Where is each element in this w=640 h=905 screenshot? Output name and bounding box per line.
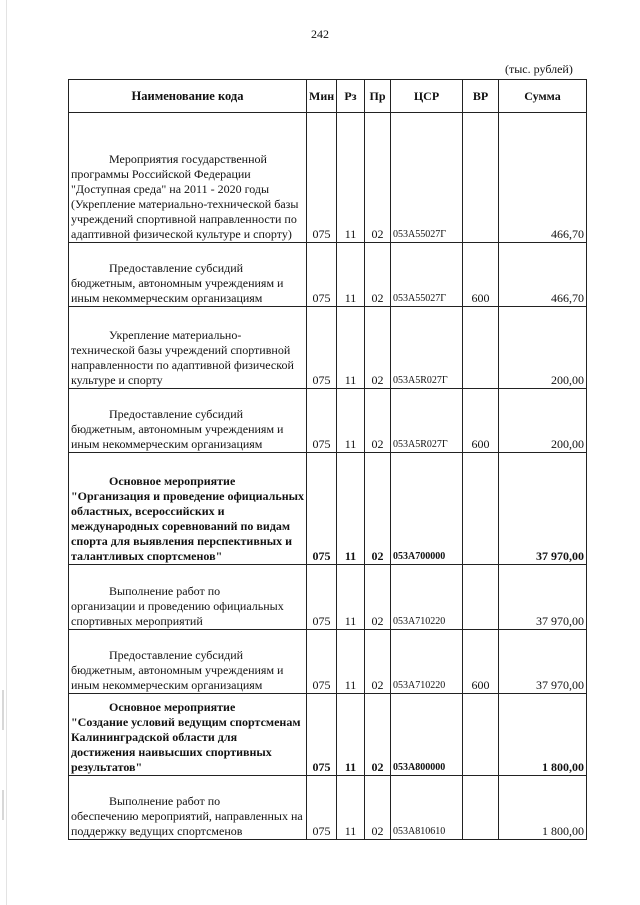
table-header-row [69,80,587,113]
table-row [69,113,587,243]
row-pr: 02 [365,389,391,453]
row-vr [463,307,499,389]
row-rz: 11 [337,307,365,389]
page-number: 242 [311,27,329,41]
row-name-rest: обеспечению мероприятий, направленных на поддержку ведущих спортсменов [71,809,303,838]
row-csr: 053А5R027Г [391,389,463,453]
row-name-lead: Предоставление субсидий [109,407,244,421]
row-name [69,776,307,840]
table-row [69,243,587,307]
header-rz: Рз [337,80,365,113]
row-name-lead: Выполнение работ по [109,794,221,808]
row-pr: 02 [365,307,391,389]
row-sum: 37 970,00 [499,453,587,565]
row-rz: 11 [337,694,365,776]
row-rz: 11 [337,630,365,694]
row-csr: 053А5R027Г [391,307,463,389]
row-name-lead: Предоставление субсидий [109,261,244,275]
row-vr: 600 [463,630,499,694]
row-vr [463,113,499,243]
row-csr: 053А710220 [391,630,463,694]
row-sum: 200,00 [499,389,587,453]
scan-edge-line [6,0,7,905]
row-min: 075 [307,307,337,389]
row-min: 075 [307,453,337,565]
row-name [69,307,307,389]
header-pr: Пр [365,80,391,113]
units-label: (тыс. рублей) [505,62,573,76]
row-name [69,630,307,694]
row-min: 075 [307,243,337,307]
row-rz: 11 [337,776,365,840]
row-name [69,694,307,776]
row-name-lead: Выполнение работ по [109,584,221,598]
row-min: 075 [307,389,337,453]
row-pr: 02 [365,565,391,630]
row-name-lead: Основное мероприятие [109,474,236,488]
table-row [69,307,587,389]
row-sum: 466,70 [499,243,587,307]
row-name [69,565,307,630]
row-csr: 053А55027Г [391,243,463,307]
row-csr: 053А810610 [391,776,463,840]
table-row [69,565,587,630]
row-name [69,389,307,453]
header-sum: Сумма [499,80,587,113]
scan-mark [2,790,4,820]
row-vr [463,453,499,565]
table-row [69,389,587,453]
row-pr: 02 [365,694,391,776]
row-rz: 11 [337,453,365,565]
row-name-rest: технической базы учреждений спортивной направленности по адаптивной физической культуре и спорту [71,343,294,387]
row-rz: 11 [337,389,365,453]
row-min: 075 [307,113,337,243]
row-vr: 600 [463,389,499,453]
row-min: 075 [307,776,337,840]
row-name-lead: Мероприятия государственной [109,152,267,166]
row-pr: 02 [365,243,391,307]
header-name: Наименование кода [69,80,307,113]
header-min: Мин [307,80,337,113]
row-rz: 11 [337,243,365,307]
row-name-rest: организации и проведению официальных спортивных мероприятий [71,599,284,628]
row-vr [463,694,499,776]
row-name [69,243,307,307]
table-row [69,776,587,840]
row-csr: 053А800000 [391,694,463,776]
row-name-lead: Укрепление материально- [109,328,242,342]
row-pr: 02 [365,630,391,694]
row-name-rest: программы Российской Федерации "Доступная среда" на 2011 - 2020 годы (Укрепление материально-технической базы учреждений спортивной направленности по адаптивной физической культуре и спорту) [71,167,299,241]
row-name-lead: Предоставление субсидий [109,648,244,662]
row-min: 075 [307,565,337,630]
row-min: 075 [307,630,337,694]
row-sum: 200,00 [499,307,587,389]
row-pr: 02 [365,453,391,565]
row-sum: 37 970,00 [499,630,587,694]
row-sum: 1 800,00 [499,694,587,776]
row-name-rest: "Создание условий ведущим спортсменам Калининградской области для достижения наивысших спортивных результатов" [71,715,301,774]
table-row [69,453,587,565]
row-pr: 02 [365,113,391,243]
budget-table [68,79,587,840]
row-rz: 11 [337,565,365,630]
row-vr [463,565,499,630]
scan-mark [2,690,4,730]
header-vr: ВР [463,80,499,113]
row-rz: 11 [337,113,365,243]
row-name-lead: Основное мероприятие [109,700,236,714]
header-csr: ЦСР [391,80,463,113]
row-csr: 053А55027Г [391,113,463,243]
row-min: 075 [307,694,337,776]
row-name [69,113,307,243]
row-sum: 1 800,00 [499,776,587,840]
row-vr [463,776,499,840]
row-vr: 600 [463,243,499,307]
row-name-rest: бюджетным, автономным учреждениям и иным некоммерческим организациям [71,422,284,451]
row-name-rest: "Организация и проведение официальных областных, всероссийских и международных соревнований по видам спорта для выявления перспективных и талантливых спортсменов" [71,489,305,563]
row-sum: 37 970,00 [499,565,587,630]
table-row [69,630,587,694]
row-pr: 02 [365,776,391,840]
row-csr: 053А700000 [391,453,463,565]
row-sum: 466,70 [499,113,587,243]
row-csr: 053А710220 [391,565,463,630]
row-name-rest: бюджетным, автономным учреждениям и иным некоммерческим организациям [71,276,284,305]
row-name-rest: бюджетным, автономным учреждениям и иным некоммерческим организациям [71,663,284,692]
table-row [69,694,587,776]
row-name [69,453,307,565]
